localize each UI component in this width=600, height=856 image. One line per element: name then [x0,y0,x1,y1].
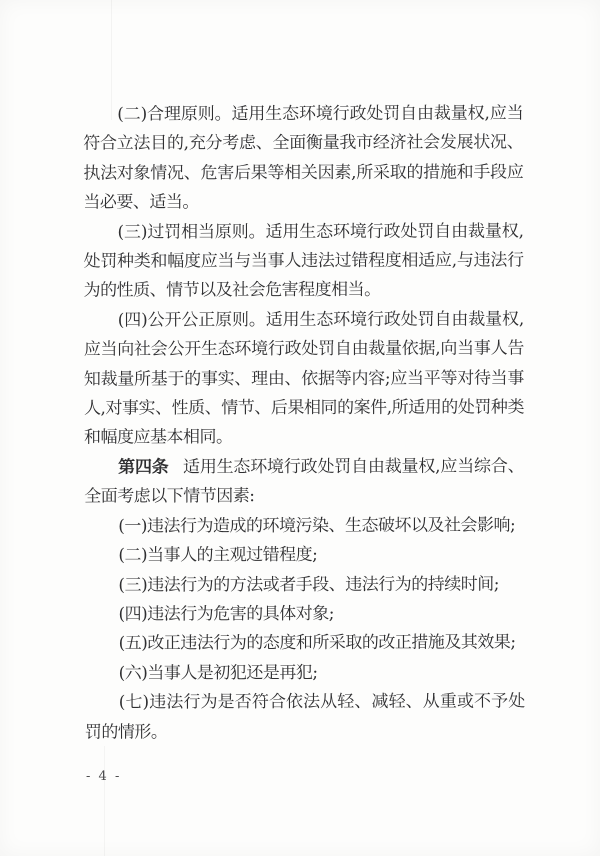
article-4-number: 第四条 [118,457,169,478]
scan-artifact [104,746,105,856]
list-item-2: (二)当事人的主观过错程度; [118,545,318,566]
list-item-5: (五)改正违法行为的态度和所采取的改正措施及其效果; [118,632,516,654]
article-4-text: 适用生态环境行政处罚自由裁量权,应当综合、全面考虑以下情节因素: [84,456,525,507]
list-item-7: (七)违法行为是否符合依法从轻、减轻、从重或不予处罚的情形。 [84,691,525,743]
list-item-1: (一)违法行为造成的环境污染、生态破坏以及社会影响; [118,515,516,537]
paragraph-principle-4-openness-fairness: (四)公开公正原则。适用生态环境行政处罚自由裁量权,应当向社会公开生态环境行政处罚自由裁量依据,向当事人告知裁量所基于的事实、理由、依据等内容;应当平等对待当事人,对事实、性质、情节、后果相同的案件,所适用的处罚种类和幅度应基本相同。 [83,309,524,449]
list-item-3: (三)违法行为的方法或者手段、违法行为的持续时间; [118,573,499,595]
paragraph-principle-3-proportionality: (三)过罚相当原则。适用生态环境行政处罚自由裁量权,处罚种类和幅度应当与当事人违法过错程度相适应,与违法行为的性质、情节以及社会危害程度相当。 [83,221,524,302]
page-number: - 4 - [85,768,122,785]
paragraph-principle-2-reasonableness: (二)合理原则。适用生态环境行政处罚自由裁量权,应当符合立法目的,充分考虑、全面衡量我市经济社会发展状况、执法对象情况、危害后果等相关因素,所采取的措施和手段应当必要、适当。 [83,103,524,213]
document-body [83,99,525,747]
list-item-4: (四)违法行为危害的具体对象; [118,603,335,625]
paragraph-article-4 [84,452,524,512]
list-item-6: (六)当事人是初犯还是再犯; [118,662,318,684]
